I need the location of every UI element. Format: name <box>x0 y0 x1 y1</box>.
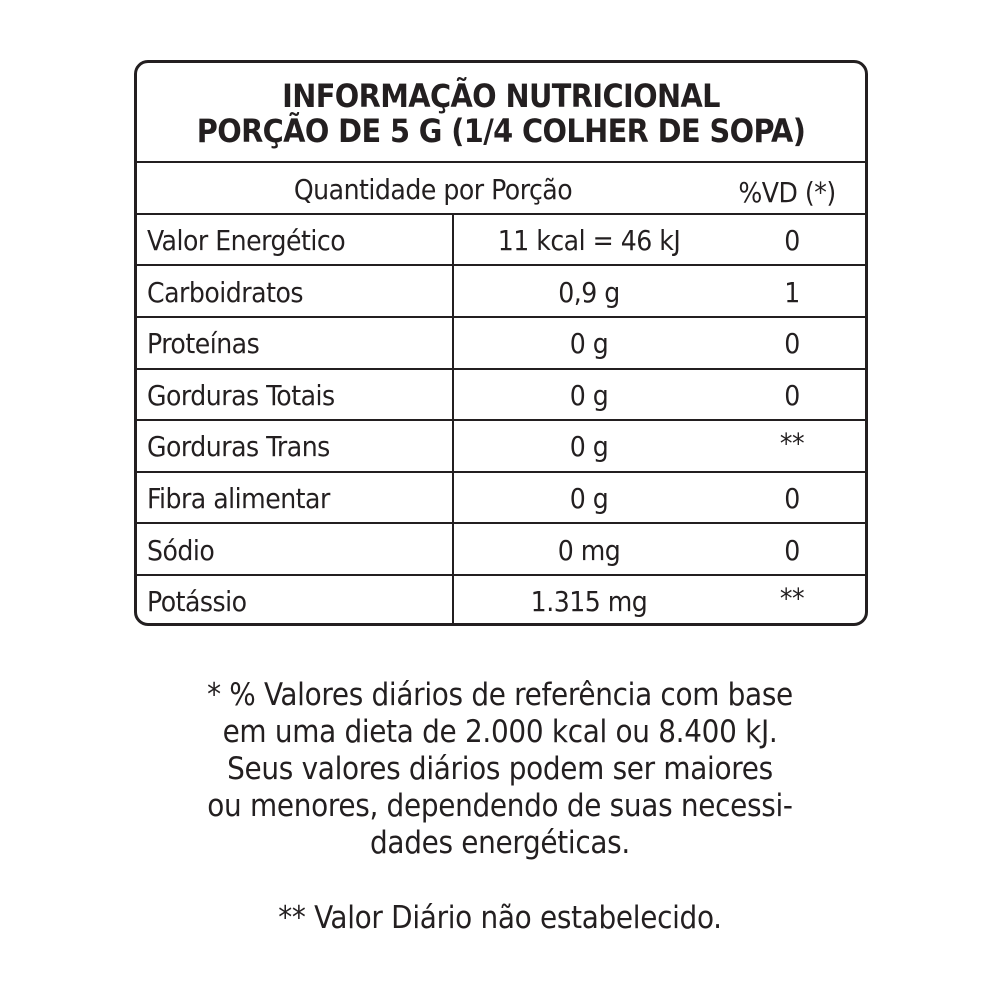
divider <box>137 574 865 576</box>
nutrient-vd: 0 <box>784 379 800 412</box>
divider <box>137 213 865 215</box>
nutrient-vd: 0 <box>784 534 800 567</box>
nutrient-name: Carboidratos <box>147 276 303 309</box>
divider <box>137 264 865 266</box>
nutrient-name: Gorduras Totais <box>147 379 335 412</box>
serving-size-line: PORÇÃO DE 5 G (1/4 COLHER DE SOPA) <box>196 112 806 150</box>
nutrient-name: Proteínas <box>147 327 260 360</box>
nutrient-amount: 1.315 mg <box>530 585 648 618</box>
nutrient-amount: 0 g <box>569 430 609 463</box>
divider <box>137 161 865 163</box>
header-quantity: Quantidade por Porção <box>293 173 573 206</box>
divider <box>137 316 865 318</box>
not-established-footnote: ** Valor Diário não estabelecido. <box>278 900 722 936</box>
nutrient-name: Valor Energético <box>147 224 346 257</box>
footnote-line: * % Valores diários de referência com base <box>207 677 793 713</box>
nutrient-vd: 0 <box>784 482 800 515</box>
nutrient-amount: 0 mg <box>557 534 621 567</box>
nutrient-amount: 11 kcal = 46 kJ <box>497 224 681 257</box>
nutrient-amount: 0 g <box>569 482 609 515</box>
nutrient-amount: 0 g <box>569 379 609 412</box>
title-line-1: INFORMAÇÃO NUTRICIONAL <box>282 77 720 115</box>
nutrient-amount: 0,9 g <box>558 276 620 309</box>
nutrient-vd: 0 <box>784 327 800 360</box>
nutrient-name: Fibra alimentar <box>147 482 330 515</box>
nutrition-facts-panel <box>134 60 868 626</box>
divider <box>137 368 865 370</box>
header-vd: %VD (*) <box>738 176 836 209</box>
divider <box>137 419 865 421</box>
nutrient-vd: ** <box>779 427 805 460</box>
nutrient-amount: 0 g <box>569 327 609 360</box>
footnote-line: dades energéticas. <box>370 825 630 861</box>
daily-values-footnote <box>100 677 900 862</box>
divider <box>137 471 865 473</box>
nutrient-vd: 0 <box>784 224 800 257</box>
nutrition-title <box>137 79 865 149</box>
nutrient-name: Potássio <box>147 585 247 618</box>
nutrient-name: Sódio <box>147 534 215 567</box>
footnote-line: Seus valores diários podem ser maiores <box>227 751 773 787</box>
footnote-line: em uma dieta de 2.000 kcal ou 8.400 kJ. <box>222 714 778 750</box>
nutrient-vd: ** <box>779 582 805 615</box>
nutrient-vd: 1 <box>784 276 800 309</box>
nutrient-name: Gorduras Trans <box>147 430 330 463</box>
column-divider <box>452 213 454 623</box>
footnote-line: ou menores, dependendo de suas necessi- <box>207 788 793 824</box>
divider <box>137 522 865 524</box>
